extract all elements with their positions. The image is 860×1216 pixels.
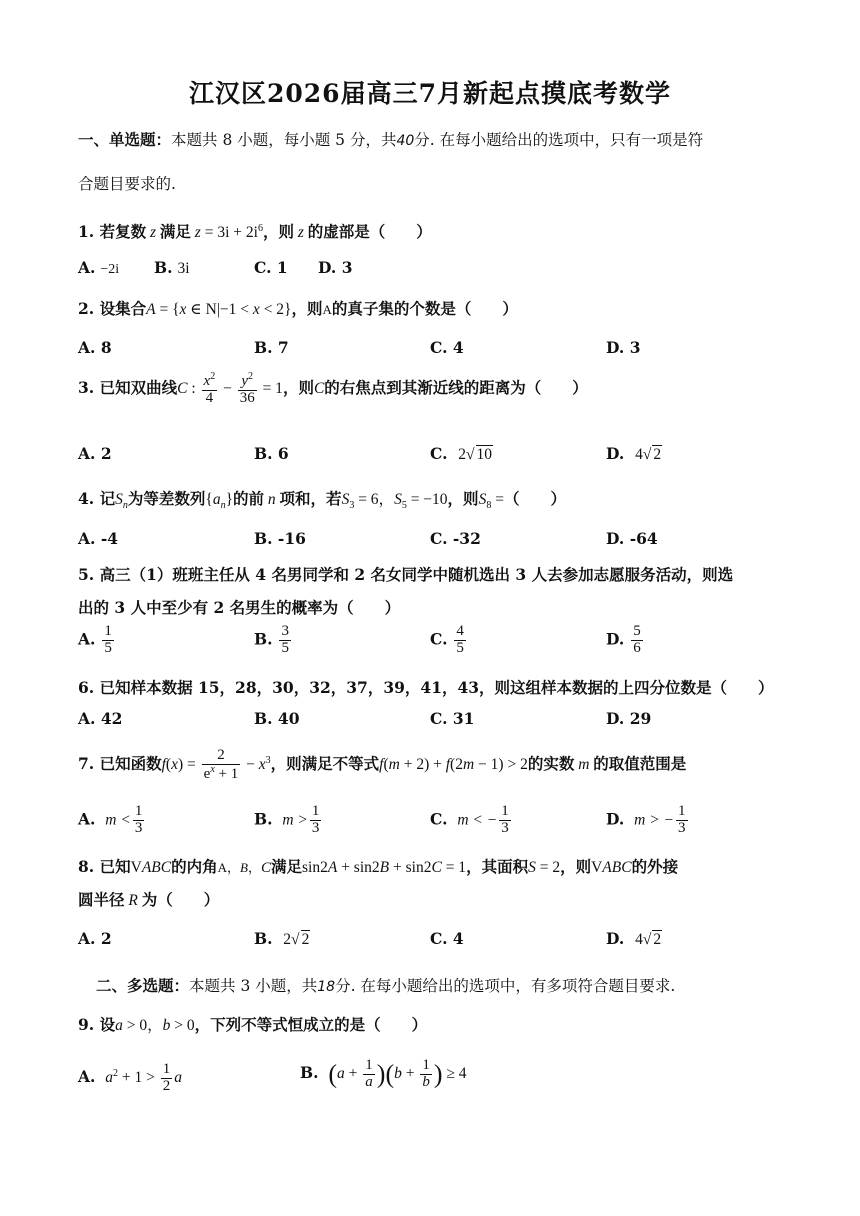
q6-options — [78, 709, 798, 729]
section2-desc-a: 本题共 3 小题，共 — [189, 977, 318, 995]
q2-stem-d: 的真子集的个数是（ ） — [331, 299, 518, 318]
q2-option-b[interactable] — [254, 338, 289, 357]
option-relation: m < — [105, 811, 131, 829]
q3-number: 3. — [78, 377, 95, 397]
frac-numerator: 3 — [281, 623, 289, 639]
exam-title: 江汉区2026届高三7月新起点摸底考数学 — [189, 79, 671, 108]
section2-desc-b: 分. 在每小题给出的选项中，有多项符合题目要求. — [335, 977, 676, 995]
q8-stem-line2 — [78, 888, 790, 910]
option-relation: m > − — [634, 811, 675, 829]
option-value: 4 — [635, 446, 643, 463]
frac-denominator: 6 — [633, 639, 641, 656]
option-label: B. — [300, 1062, 319, 1082]
question-4 — [78, 487, 790, 511]
section1-points: 40 — [396, 133, 415, 149]
q3-option-c[interactable]: C. 2√ 10 — [430, 444, 493, 463]
option-label: A. — [78, 1066, 96, 1086]
q2-options — [78, 338, 798, 358]
q8-option-a[interactable] — [78, 929, 112, 948]
q4-conditions: $S_3 = 6$，$S_5 = -10$ — [341, 491, 448, 512]
frac-numerator: 1 — [104, 623, 112, 639]
q1-stem-a: 若复数 — [99, 222, 147, 241]
q4-s8: $S_8$ = — [478, 491, 504, 512]
option-value: -16 — [277, 529, 306, 548]
section1-heading: 一、单选题： — [78, 130, 172, 149]
q8-line2-b: 为（ ） — [141, 890, 220, 909]
option-label: C. — [430, 629, 448, 649]
frac-denominator: 3 — [501, 819, 509, 836]
q7-var-m: m — [574, 755, 594, 773]
q4-options — [78, 529, 798, 549]
option-label: B. — [254, 529, 273, 548]
option-label: A. — [78, 529, 96, 548]
option-label: C. — [430, 709, 448, 728]
q1-stem-d: 的虚部是（ ） — [307, 222, 432, 241]
q7-option-b[interactable] — [254, 804, 323, 837]
q7-stem-d: 的取值范围是 — [593, 753, 687, 773]
q3-stem-a: 已知双曲线 — [99, 377, 178, 397]
q3-stem-c: 的右焦点到其渐近线的距离为（ ） — [324, 377, 588, 397]
q7-options — [78, 804, 798, 848]
q6-number: 6. — [78, 678, 95, 697]
q3-option-b[interactable] — [254, 444, 289, 463]
q8-area: S = 2 — [528, 859, 561, 876]
q8-options — [78, 929, 798, 951]
option-label: B. — [254, 629, 273, 649]
frac-numerator: 1 — [678, 803, 686, 819]
q3-stem-b: ，则 — [282, 377, 314, 397]
section1-desc-line2: 合题目要求的. — [78, 175, 176, 193]
q5-options — [78, 624, 798, 668]
option-relation: m < − — [457, 811, 498, 829]
frac-numerator: 4 — [456, 623, 464, 639]
frac-denominator: 3 — [311, 819, 320, 836]
q4-option-a[interactable] — [78, 529, 118, 548]
q8-option-c[interactable] — [430, 929, 464, 948]
q8-radicand-d: 2 — [653, 931, 662, 948]
option-value: -64 — [629, 529, 658, 548]
q7-stem-b: ，则满足不等式 — [270, 753, 380, 773]
option-value: 3 — [341, 258, 353, 277]
q3-radicand-c: 10 — [476, 446, 493, 463]
frac-denominator: 5 — [456, 639, 464, 656]
option-relation: m > — [282, 811, 308, 829]
q3-option-d[interactable]: D. 4√ 2 — [606, 444, 662, 463]
q7-number: 7. — [78, 753, 95, 773]
q4-option-d[interactable] — [606, 529, 658, 548]
q5-option-d[interactable] — [606, 624, 645, 657]
option-label: B. — [254, 709, 273, 728]
option-value: 40 — [277, 709, 300, 728]
q9-stem-b: ，下列不等式恒成立的是（ ） — [194, 1015, 428, 1034]
q7-option-a[interactable] — [78, 804, 146, 837]
option-label: C. — [430, 444, 448, 463]
q2-option-d[interactable] — [606, 338, 641, 357]
option-label: D. — [606, 444, 625, 463]
option-value: 2 — [458, 446, 467, 463]
q1-stem-b: 满足 — [159, 222, 191, 241]
section1-desc-b: 分. 在每小题给出的选项中，只有一项是符 — [414, 131, 704, 149]
q8-option-d[interactable]: D. 4√ 2 — [606, 929, 662, 948]
q7-inequality: f(m + 2) + f(2m − 1) > 2 — [379, 755, 528, 773]
question-1 — [78, 220, 790, 242]
q8-var-r: R — [124, 892, 142, 909]
frac-denominator: 5 — [281, 639, 289, 656]
q4-sequence: $\{a_n\}$ — [205, 491, 234, 512]
frac-numerator: 5 — [633, 623, 641, 639]
q8-stem-b: 的内角 — [171, 857, 218, 876]
q9-options — [78, 1052, 798, 1098]
q7-function: f(x) = $\frac{2}{e^x + 1}$ − $x^3$ — [161, 747, 271, 782]
q2-number: 2. — [78, 299, 95, 318]
option-label: C. — [430, 809, 448, 829]
question-6 — [78, 676, 790, 698]
q4-stem-e: ，则 — [447, 489, 479, 508]
option-value: -4 — [100, 529, 119, 548]
section1-desc: 本题共 8 小题，每小题 5 分，共 — [171, 131, 397, 149]
q2-stem-a: 设集合 — [99, 299, 147, 318]
option-label: B. — [254, 809, 273, 829]
q8-stem-e: ，则 — [560, 857, 592, 876]
q6-option-b[interactable] — [254, 709, 299, 728]
q8-triangle: VABC — [130, 859, 172, 876]
option-label: A. — [78, 929, 96, 948]
q6-option-d[interactable] — [606, 709, 651, 728]
q2-option-a[interactable] — [78, 338, 112, 357]
q2-set-formula: A = {x ∈ N|−1 < x < 2} — [146, 301, 292, 318]
q8-triangle-2: VABC — [591, 859, 632, 876]
q3-hyperbola: C : $\frac{x^2}{4}$ − $\frac{y^2}{36}$ = 1 — [177, 371, 283, 406]
q8-option-b[interactable]: B. 2√ 2 — [254, 929, 310, 948]
frac-numerator: 1 — [501, 803, 509, 819]
option-value: -32 — [452, 529, 481, 548]
option-value: 8 — [100, 338, 112, 357]
option-label: A. — [78, 629, 96, 649]
q3-option-a[interactable] — [78, 444, 112, 463]
option-label: B. — [254, 929, 273, 948]
q3-radicand-d: 2 — [653, 446, 662, 463]
option-label: D. — [318, 258, 337, 277]
option-label: C. — [430, 338, 448, 357]
question-3 — [78, 372, 790, 407]
option-label: D. — [606, 709, 625, 728]
section2-header — [96, 974, 790, 996]
q6-stem: 已知样本数据 15，28，30，32，37，39，41，43，则这组样本数据的上四分位数是（ ） — [99, 678, 774, 697]
option-label: B. — [154, 258, 173, 277]
q8-radicand-b: 2 — [301, 931, 310, 948]
q1-stem-c: ，则 — [262, 222, 294, 241]
q4-var-sn: $S_n$ — [115, 491, 128, 512]
q4-number: 4. — [78, 489, 95, 508]
q5-option-b[interactable] — [254, 624, 293, 657]
q1-options — [78, 258, 798, 278]
q1-option-c[interactable] — [254, 258, 288, 277]
q3-var-c: C — [313, 379, 325, 397]
q4-stem-d: 项和，若 — [279, 489, 342, 508]
q8-number: 8. — [78, 857, 95, 876]
option-value: 1 — [276, 258, 288, 277]
q4-option-b[interactable] — [254, 529, 306, 548]
option-value: 3 — [629, 338, 641, 357]
q4-stem-a: 记 — [99, 489, 116, 508]
q4-option-c[interactable] — [430, 529, 481, 548]
q7-option-c[interactable] — [430, 804, 513, 837]
q9-option-b-expr: (a + $\frac{1}{a}$ )(b + $\frac{1}{b}$ ) ≥ 4 — [328, 1057, 467, 1090]
option-value: 4 — [452, 929, 464, 948]
option-label: A. — [78, 338, 96, 357]
q8-condition: sin2A + sin2B + sin2C = 1 — [302, 859, 467, 876]
frac-denominator: 3 — [678, 819, 686, 836]
option-value: 7 — [277, 338, 289, 357]
q9-condition: a > 0，b > 0 — [115, 1017, 195, 1034]
q2-set-name: A — [322, 302, 332, 317]
section2-heading: 二、多选题： — [96, 976, 190, 995]
q8-line2-a: 圆半径 — [78, 890, 125, 909]
option-value: 2 — [100, 929, 112, 948]
option-label: D. — [606, 338, 625, 357]
option-label: A. — [78, 809, 96, 829]
q1-var-z: z — [146, 224, 160, 241]
q4-stem-b: 为等差数列 — [127, 489, 206, 508]
option-label: A. — [78, 709, 96, 728]
q8-angles: A，B，C — [217, 860, 271, 876]
q1-option-d[interactable] — [318, 258, 353, 277]
option-label: A. — [78, 444, 96, 463]
q6-option-c[interactable] — [430, 709, 474, 728]
question-9 — [78, 1013, 790, 1035]
option-value: 4 — [452, 338, 464, 357]
q5-stem-line1: 高三（1）班班主任从 4 名男同学和 2 名女同学中随机选出 3 人去参加志愿服务活动，则选 — [99, 565, 734, 584]
q9-option-b[interactable] — [300, 1058, 467, 1091]
q9-option-a[interactable] — [78, 1062, 182, 1095]
option-label: B. — [254, 444, 273, 463]
option-value: 4 — [635, 931, 643, 948]
q4-stem-f: （ ） — [503, 489, 566, 508]
question-5 — [78, 563, 790, 585]
option-label: A. — [78, 258, 96, 277]
frac-denominator: 5 — [104, 639, 112, 656]
question-7 — [78, 748, 790, 783]
q8-stem-c: 满足 — [270, 857, 302, 876]
q1-option-a[interactable] — [78, 258, 119, 278]
q7-stem-a: 已知函数 — [99, 753, 162, 773]
option-value: 3i — [177, 260, 190, 277]
option-value: 2 — [283, 931, 292, 948]
question-2 — [78, 297, 790, 319]
option-label: B. — [254, 338, 273, 357]
option-label: C. — [430, 929, 448, 948]
option-value: −2i — [100, 262, 120, 277]
q5-option-c[interactable] — [430, 624, 468, 657]
q7-option-d[interactable] — [606, 804, 690, 837]
q1-option-b[interactable] — [154, 258, 190, 278]
q8-stem-d: ，其面积 — [466, 857, 529, 876]
q3-options — [78, 444, 798, 466]
q4-stem-c: 的前 — [233, 489, 265, 508]
option-label: D. — [606, 529, 625, 548]
section1-header — [78, 128, 790, 150]
q1-var-z2: z — [293, 224, 308, 241]
q5-option-a[interactable] — [78, 624, 116, 657]
option-value: 31 — [452, 709, 475, 728]
option-value: 2 — [100, 444, 112, 463]
frac-numerator: 1 — [311, 803, 320, 819]
q5-number: 5. — [78, 565, 95, 584]
q9-number: 9. — [78, 1015, 95, 1034]
option-label: D. — [606, 809, 625, 829]
option-value: 42 — [100, 709, 123, 728]
q1-formula: $z = 3i + 2i^6$ — [194, 222, 263, 241]
frac-numerator: 1 — [134, 803, 143, 819]
q5-stem-line2: 出的 3 人中至少有 2 名男生的概率为（ ） — [78, 598, 401, 617]
q2-option-c[interactable] — [430, 338, 464, 357]
q1-number: 1. — [78, 222, 95, 241]
question-8 — [78, 855, 790, 877]
option-label: D. — [606, 629, 625, 649]
q9-option-a-expr: $a^2 + 1$ > $\frac{1}{2}$ a — [105, 1061, 183, 1094]
section2-points: 18 — [317, 979, 336, 995]
option-value: 29 — [629, 709, 652, 728]
q2-stem-b: ，则 — [291, 299, 323, 318]
option-label: C. — [254, 258, 272, 277]
q8-stem-a: 已知 — [99, 857, 131, 876]
option-label: D. — [606, 929, 625, 948]
frac-denominator: 3 — [134, 819, 143, 836]
q9-stem-a: 设 — [99, 1015, 116, 1034]
option-value: 6 — [277, 444, 289, 463]
q7-stem-c: 的实数 — [527, 753, 575, 773]
q4-var-n: n — [264, 491, 280, 508]
q6-option-a[interactable] — [78, 709, 122, 728]
option-label: C. — [430, 529, 448, 548]
q8-stem-f: 的外接 — [631, 857, 679, 876]
